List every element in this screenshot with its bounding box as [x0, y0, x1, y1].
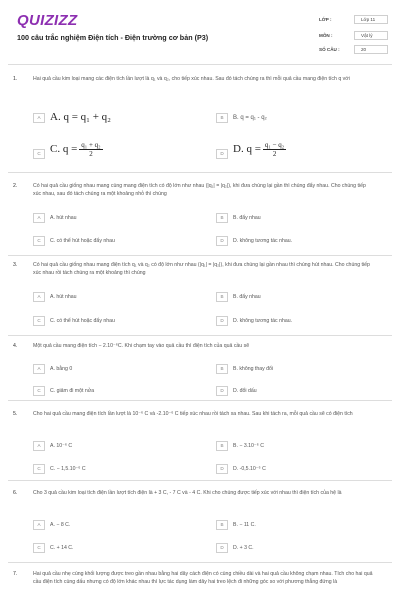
option-formula: [233, 115, 267, 121]
option-letter-box[interactable]: B: [216, 113, 228, 123]
option-letter-box[interactable]: D: [216, 316, 228, 326]
question-number: 1.: [13, 76, 18, 82]
answer-option-b[interactable]: [216, 213, 386, 225]
question-number: 5.: [13, 411, 18, 417]
option-letter-box[interactable]: B: [216, 213, 228, 223]
answer-option-d[interactable]: [216, 316, 386, 328]
fraction-denominator: 2: [272, 150, 277, 158]
worksheet-title: 100 câu trắc nghiệm Điện tích - Điện trường cơ bản (P3): [17, 33, 209, 42]
answer-option-b[interactable]: [216, 292, 386, 304]
option-letter-box[interactable]: D: [216, 386, 228, 396]
answer-option-d[interactable]: [216, 543, 386, 555]
question-number: 4.: [13, 343, 18, 349]
option-text: D. + 3 C.: [233, 545, 254, 551]
question-number: 3.: [13, 262, 18, 268]
fraction-denominator: 2: [89, 150, 93, 158]
question-divider: [8, 400, 392, 401]
option-text: B. − 3.10⁻⁶ C: [233, 443, 264, 449]
class-label: LỚP :: [319, 17, 332, 22]
fraction: [263, 141, 286, 158]
question-text: Hai quả cầu nhẹ cùng khối lượng được treo gần nhau bằng hai dây cách điện có cùng chiều dài và hai quả cầu không chạm nhau. Tích cho hai quả cầu điện tích cùng dấu nhưng có độ lớn khác nhau thì lực tác dụng làm dây hai treo lệch đi những góc so với phương thẳng đứng là: [33, 571, 373, 585]
option-letter-box[interactable]: D: [216, 543, 228, 553]
option-text: A. 10⁻⁶ C: [50, 443, 73, 449]
answer-option-b[interactable]: [216, 364, 386, 376]
option-letter-box[interactable]: A: [33, 213, 45, 223]
question-text: Có hai quả cầu giống nhau mang cùng mang điện tích có độ lớn như nhau (|q₁| = |q₂|), khi đưa chúng lại gần thì chúng đẩy nhau. Cho chúng tiếp xúc nhau, sau đó tách chúng ra một khoảng nhỏ thì chúng: [33, 183, 366, 197]
option-text: D. đổi dấu: [233, 388, 257, 394]
count-label: SỐ CÂU :: [319, 47, 340, 52]
question-text: Cho 3 quả cầu kim loại tích điện lần lượt tích điện là + 3 C, - 7 C và - 4 C. Khi cho chúng được tiếp xúc với nhau thì điện tích của hệ là: [33, 490, 342, 496]
option-letter-box[interactable]: B: [216, 364, 228, 374]
answer-option-b[interactable]: [216, 520, 386, 532]
option-text: D. -0,5.10⁻⁶ C: [233, 466, 266, 472]
answer-option-c[interactable]: [33, 236, 203, 248]
option-letter-box[interactable]: C: [33, 464, 45, 474]
option-letter-box[interactable]: C: [33, 386, 45, 396]
quizizz-logo: QUIZIZZ: [17, 12, 78, 29]
option-text: B. q = q₁ - q₂: [233, 115, 267, 121]
option-letter-box[interactable]: C: [33, 236, 45, 246]
answer-option-b[interactable]: [216, 441, 386, 453]
question-number: 2.: [13, 183, 18, 189]
class-value: Lớp 11: [354, 15, 388, 24]
option-letter-box[interactable]: C: [33, 543, 45, 553]
option-text: B. đẩy nhau: [233, 215, 261, 221]
option-text: A. hút nhau: [50, 215, 77, 221]
option-letter-box[interactable]: D: [216, 464, 228, 474]
answer-option-c[interactable]: [33, 543, 203, 555]
question-divider: [8, 562, 392, 563]
option-text: C. có thể hút hoặc đẩy nhau: [50, 238, 115, 244]
fraction-numerator: q₁ + q₂: [81, 141, 101, 149]
subject-label: MÔN :: [319, 33, 333, 38]
option-letter-box[interactable]: C: [33, 149, 45, 159]
option-text: C. + 14 C.: [50, 545, 74, 551]
option-text: A. hút nhau: [50, 294, 77, 300]
answer-option-d[interactable]: [216, 236, 386, 248]
question-number: 7.: [13, 571, 18, 577]
option-text: B. − 11 C.: [233, 522, 256, 528]
question-divider: [8, 480, 392, 481]
option-letter-box[interactable]: D: [216, 236, 228, 246]
option-text: C. có thể hút hoặc đẩy nhau: [50, 318, 115, 324]
option-letter-box[interactable]: B: [216, 441, 228, 451]
option-formula: [233, 141, 286, 158]
option-letter-box[interactable]: C: [33, 316, 45, 326]
question-number: 6.: [13, 490, 18, 496]
subject-value: Vật lý: [354, 31, 388, 40]
answer-option-a[interactable]: [33, 364, 203, 376]
option-letter-box[interactable]: A: [33, 292, 45, 302]
answer-option-c[interactable]: [33, 316, 203, 328]
answer-option-c[interactable]: [33, 464, 203, 476]
answer-option-d[interactable]: [216, 464, 386, 476]
question-text: Có hai quả cầu giống nhau mang điện tích q₁ và q₂ có độ lớn như nhau (|q₁| = |q₂|), khi đưa chúng lại gần nhau thì chúng hút nhau. Cho chúng tiếp xúc nhau rồi tách chúng ra một khoảng thì chúng: [33, 262, 370, 276]
header-divider: [8, 64, 392, 65]
question-divider: [8, 172, 392, 173]
option-text: D. q =: [233, 143, 261, 156]
worksheet-header: [0, 0, 400, 70]
answer-option-c[interactable]: [33, 141, 203, 161]
answer-option-a[interactable]: [33, 213, 203, 225]
option-formula: [50, 141, 103, 158]
fraction: [79, 141, 102, 158]
option-letter-box[interactable]: A: [33, 113, 45, 123]
option-text: A. q = q₁ + q₂: [50, 111, 112, 123]
answer-option-b[interactable]: [216, 113, 386, 125]
question-text: Hai quả cầu kim loại mang các điện tích lần lượt là q₁ và q₂, cho tiếp xúc nhau. Sau đó tách chúng ra thì mỗi quả cầu mang điện tích q với: [33, 76, 350, 82]
answer-option-a[interactable]: [33, 113, 203, 125]
option-letter-box[interactable]: A: [33, 364, 45, 374]
question-divider: [8, 335, 392, 336]
fraction-numerator: q₁ − q₂: [264, 141, 285, 149]
option-letter-box[interactable]: D: [216, 149, 228, 159]
option-text: D. không tương tác nhau.: [233, 318, 293, 324]
option-formula: [50, 111, 111, 123]
option-text: C. giảm đi một nửa: [50, 388, 95, 394]
answer-option-d[interactable]: [216, 386, 386, 398]
option-text: C. − 1,5.10⁻⁶ C: [50, 466, 86, 472]
count-value: 20: [354, 45, 388, 54]
option-letter-box[interactable]: A: [33, 520, 45, 530]
option-text: B. đẩy nhau: [233, 294, 261, 300]
option-text: D. không tương tác nhau.: [233, 238, 293, 244]
answer-option-a[interactable]: [33, 441, 203, 453]
answer-option-a[interactable]: [33, 520, 203, 532]
option-letter-box[interactable]: A: [33, 441, 45, 451]
question-text: Cho hai quả cầu mang điện tích lần lượt là 10⁻⁶ C và -2.10⁻⁶ C tiếp xúc nhau rồi tách xa nhau. Sau khi tách ra, mỗi quả cầu sẽ có điện tích: [33, 411, 353, 417]
option-letter-box[interactable]: B: [216, 292, 228, 302]
option-text: A. bằng 0: [50, 366, 73, 372]
option-text: B. không thay đổi: [233, 366, 274, 372]
option-letter-box[interactable]: B: [216, 520, 228, 530]
option-text: C. q =: [50, 143, 78, 156]
answer-option-a[interactable]: [33, 292, 203, 304]
question-text: Một quả cầu mang điện tích − 2.10⁻⁶C. Khi chạm tay vào quả cầu thì điện tích của quả cầu sẽ: [33, 343, 250, 349]
option-text: A. − 8 C.: [50, 522, 71, 528]
question-divider: [8, 255, 392, 256]
answer-option-d[interactable]: [216, 141, 386, 161]
answer-option-c[interactable]: [33, 386, 203, 398]
